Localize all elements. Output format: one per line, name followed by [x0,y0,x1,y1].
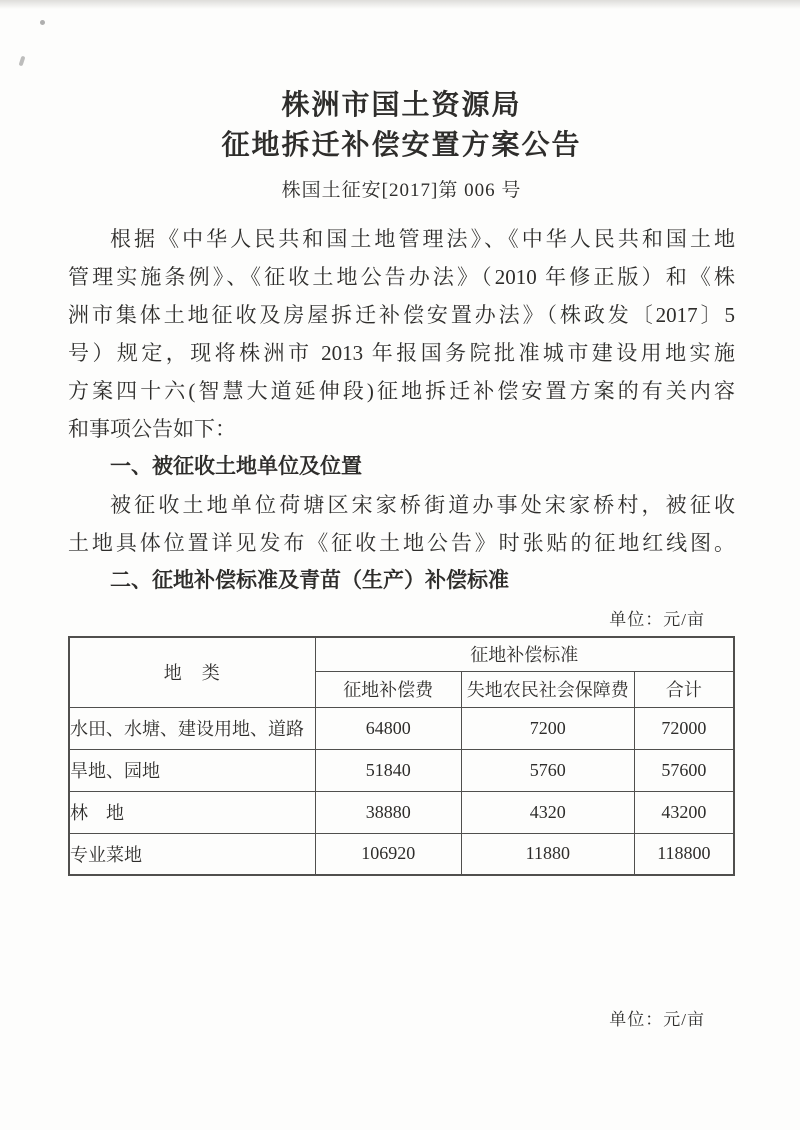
cell-total: 43200 [634,791,734,833]
body-line: 土地具体位置详见发布《征收土地公告》时张贴的征地红线图。 [68,531,735,555]
cell-compensation: 38880 [315,791,461,833]
cell-land-type: 专业菜地 [69,833,315,875]
scan-speck [19,56,26,67]
body-text [68,220,735,600]
cell-land-type: 水田、水塘、建设用地、道路 [69,707,315,749]
cell-social-security: 5760 [461,749,634,791]
column-header-land-type: 地 类 [69,637,315,707]
scan-speck [40,20,45,25]
body-line: 和事项公告如下： [68,417,236,441]
table-row [69,791,734,833]
compensation-table [68,636,735,876]
unit-note-top: 单位：元/亩 [609,610,705,629]
section-1-heading: 一、被征收土地单位及位置 [110,455,362,478]
unit-note-bottom: 单位：元/亩 [609,1010,705,1029]
column-header-social-security: 失地农民社会保障费 [461,671,634,707]
section-2-heading: 二、征地补偿标准及青苗（生产）补偿标准 [110,569,509,592]
body-line: 方案四十六(智慧大道延伸段)征地拆迁补偿安置方案的有关内容 [68,379,735,403]
cell-total: 57600 [634,749,734,791]
doc-number: 株国土征安[2017]第 006 号 [281,180,522,201]
org-title: 株洲市国土资源局 [281,90,522,121]
table-row [69,833,734,875]
cell-land-type: 旱地、园地 [69,749,315,791]
cell-compensation: 51840 [315,749,461,791]
table-row [69,707,734,749]
cell-compensation: 64800 [315,707,461,749]
column-header-compensation: 征地补偿费 [315,671,461,707]
cell-compensation: 106920 [315,833,461,875]
column-group-header: 征地补偿标准 [315,637,734,671]
doc-title: 征地拆迁补偿安置方案公告 [221,130,582,161]
cell-social-security: 7200 [461,707,634,749]
table-row [69,749,734,791]
cell-social-security: 4320 [461,791,634,833]
column-header-total: 合计 [634,671,734,707]
cell-land-type: 林 地 [69,791,315,833]
body-line: 根据《中华人民共和国土地管理法》、《中华人民共和国土地 [110,227,735,251]
cell-total: 72000 [634,707,734,749]
body-line: 被征收土地单位荷塘区宋家桥街道办事处宋家桥村，被征收 [110,493,735,517]
body-line: 洲市集体土地征收及房屋拆迁补偿安置办法》（株政发〔2017〕5 [68,303,735,327]
table-header-row [69,637,734,671]
cell-social-security: 11880 [461,833,634,875]
body-line: 号）规定，现将株洲市 2013 年报国务院批准城市建设用地实施 [68,341,735,365]
body-line: 管理实施条例》、《征收土地公告办法》（2010 年修正版）和《株 [68,265,735,289]
cell-total: 118800 [634,833,734,875]
